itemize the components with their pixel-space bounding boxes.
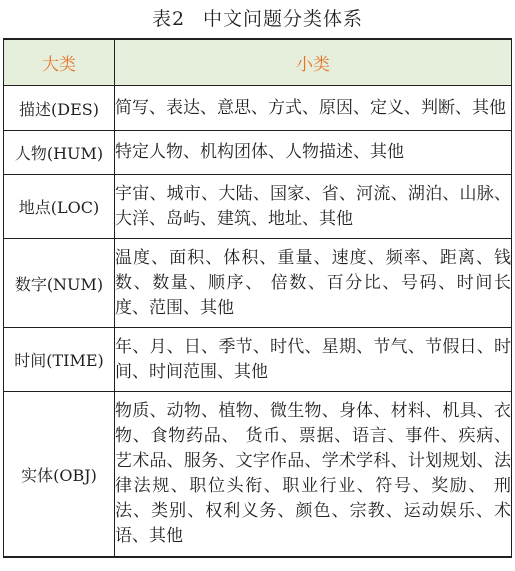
minor-category-cell: 物质、动物、植物、微生物、身体、材料、机具、衣物、食物药品、 货币、票据、语言、事件、疾病、艺术品、服务、文字作品、学术学科、计划规划、法律法规、职位头衔、职业行业、符号、奖励、 刑法、类别、权利义务、颜色、宗教、运动娱乐、术语、其他 (115, 392, 512, 558)
minor-category-cell: 特定人物、机构团体、人物描述、其他 (115, 131, 512, 175)
header-major-category: 大类 (4, 39, 115, 86)
table-row (4, 131, 512, 175)
major-category-cell: 数字(NUM) (4, 239, 115, 328)
table-row (4, 86, 512, 131)
minor-category-cell: 简写、表达、意思、方式、原因、定义、判断、其他 (115, 86, 512, 131)
major-category-cell: 时间(TIME) (4, 328, 115, 392)
minor-category-cell: 年、月、日、季节、时代、星期、节气、节假日、时间、时间范围、其他 (115, 328, 512, 392)
table-row (4, 239, 512, 328)
table-row (4, 328, 512, 392)
header-minor-category: 小类 (115, 39, 512, 86)
header-row (4, 39, 512, 86)
table-number: 表2 (151, 8, 186, 30)
table-row (4, 175, 512, 239)
major-category-cell: 描述(DES) (4, 86, 115, 131)
major-category-cell: 地点(LOC) (4, 175, 115, 239)
minor-category-cell: 宇宙、城市、大陆、国家、省、河流、湖泊、山脉、大洋、岛屿、建筑、地址、其他 (115, 175, 512, 239)
table-title: 中文问题分类体系 (203, 8, 364, 30)
table-caption (0, 6, 515, 32)
classification-table (3, 38, 512, 558)
minor-category-cell: 温度、面积、体积、重量、速度、频率、距离、钱数、数量、顺序、 倍数、百分比、号码、时间长度、范围、其他 (115, 239, 512, 328)
major-category-cell: 人物(HUM) (4, 131, 115, 175)
table-row (4, 392, 512, 558)
major-category-cell: 实体(OBJ) (4, 392, 115, 558)
